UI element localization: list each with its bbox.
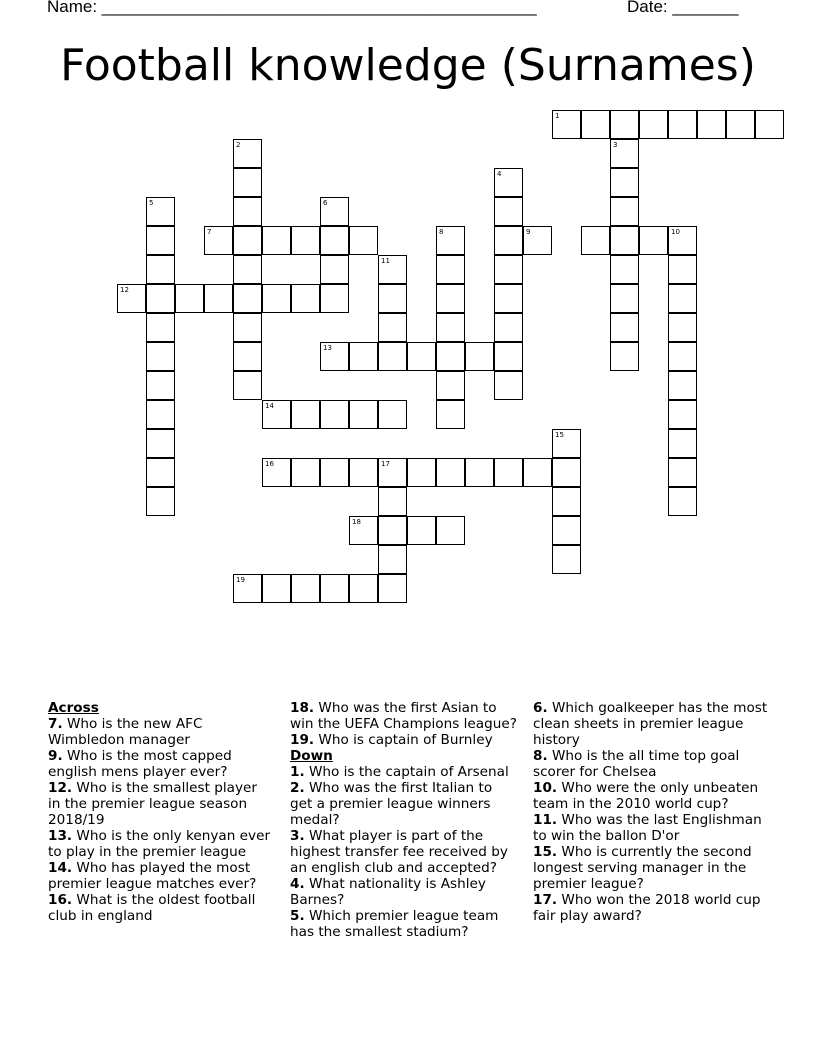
grid-cell[interactable] (552, 487, 581, 516)
grid-cell[interactable] (146, 429, 175, 458)
clue-column-2 (290, 700, 518, 940)
grid-cell[interactable] (146, 342, 175, 371)
grid-cell[interactable] (610, 226, 639, 255)
grid-cell[interactable] (146, 371, 175, 400)
grid-cell[interactable] (378, 458, 407, 487)
clue-text: What player is part of the highest transfer fee received by an english club and accepted? (290, 828, 508, 876)
grid-cell[interactable] (494, 168, 523, 197)
grid-cell[interactable] (436, 371, 465, 400)
grid-cell[interactable] (552, 545, 581, 574)
clue-text: Who were the only unbeaten team in the 2010 world cup? (533, 780, 759, 812)
grid-cell[interactable] (291, 574, 320, 603)
grid-cell[interactable] (233, 255, 262, 284)
grid-cell[interactable] (291, 284, 320, 313)
clue-number: 7 (207, 228, 212, 236)
grid-cell[interactable] (378, 284, 407, 313)
grid-cell[interactable] (349, 574, 378, 603)
grid-cell[interactable] (204, 226, 233, 255)
clue-number: 19 (236, 576, 245, 584)
grid-cell[interactable] (465, 342, 494, 371)
name-field-label[interactable]: Name: ______________________________________________ (47, 0, 537, 16)
clue-number: 15 (555, 431, 564, 439)
clue-number-label: 12. (48, 780, 73, 796)
grid-cell[interactable] (610, 197, 639, 226)
clue-item (48, 892, 273, 924)
clue-number-label: 9. (48, 748, 63, 764)
clue-item (533, 892, 773, 924)
clue-number: 6 (323, 199, 328, 207)
grid-cell[interactable] (494, 255, 523, 284)
clue-number: 10 (671, 228, 680, 236)
clue-item (48, 748, 273, 780)
clue-text: What is the oldest football club in england (48, 892, 256, 924)
clue-number: 12 (120, 286, 129, 294)
clue-number-label: 4. (290, 876, 305, 892)
grid-cell[interactable] (262, 574, 291, 603)
grid-cell[interactable] (552, 516, 581, 545)
clue-number-label: 11. (533, 812, 558, 828)
clue-text: Who has played the most premier league matches ever? (48, 860, 257, 892)
grid-cell[interactable] (233, 342, 262, 371)
grid-cell[interactable] (378, 255, 407, 284)
grid-cell[interactable] (668, 284, 697, 313)
grid-cell[interactable] (436, 342, 465, 371)
clue-text: Who won the 2018 world cup fair play award? (533, 892, 761, 924)
grid-cell[interactable] (668, 400, 697, 429)
grid-cell[interactable] (494, 197, 523, 226)
across-heading: Across (48, 700, 99, 716)
clue-number: 14 (265, 402, 274, 410)
clue-text: Who is captain of Burnley (314, 732, 493, 748)
grid-cell[interactable] (639, 226, 668, 255)
grid-cell[interactable] (320, 197, 349, 226)
grid-cell[interactable] (668, 226, 697, 255)
clue-number-label: 10. (533, 780, 558, 796)
grid-cell[interactable] (523, 226, 552, 255)
grid-cell[interactable] (436, 284, 465, 313)
grid-cell[interactable] (349, 516, 378, 545)
grid-cell[interactable] (668, 110, 697, 139)
clue-number: 16 (265, 460, 274, 468)
grid-cell[interactable] (668, 255, 697, 284)
grid-cell[interactable] (320, 574, 349, 603)
clue-item (290, 828, 518, 876)
grid-cell[interactable] (146, 255, 175, 284)
grid-cell[interactable] (610, 255, 639, 284)
grid-cell[interactable] (117, 284, 146, 313)
clue-number: 17 (381, 460, 390, 468)
grid-cell[interactable] (146, 487, 175, 516)
grid-cell[interactable] (668, 371, 697, 400)
grid-cell[interactable] (262, 400, 291, 429)
clue-text: Who is the only kenyan ever to play in the premier league (48, 828, 271, 860)
clue-number-label: 6. (533, 700, 548, 716)
grid-cell[interactable] (262, 284, 291, 313)
grid-cell[interactable] (262, 458, 291, 487)
grid-cell[interactable] (146, 197, 175, 226)
clue-number-label: 8. (533, 748, 548, 764)
clue-text: Who is currently the second longest serving manager in the premier league? (533, 844, 752, 892)
grid-cell[interactable] (668, 487, 697, 516)
grid-cell[interactable] (146, 400, 175, 429)
clue-item (290, 908, 518, 940)
clue-number: 13 (323, 344, 332, 352)
grid-cell[interactable] (552, 110, 581, 139)
grid-cell[interactable] (523, 458, 552, 487)
grid-cell[interactable] (610, 139, 639, 168)
clue-number-label: 2. (290, 780, 305, 796)
grid-cell[interactable] (436, 255, 465, 284)
grid-cell[interactable] (349, 400, 378, 429)
grid-cell[interactable] (755, 110, 784, 139)
grid-cell[interactable] (668, 313, 697, 342)
clue-item (48, 828, 273, 860)
clue-number-label: 18. (290, 700, 315, 716)
grid-cell[interactable] (320, 458, 349, 487)
clue-item (533, 844, 773, 892)
clue-number-label: 14. (48, 860, 73, 876)
grid-cell[interactable] (610, 168, 639, 197)
grid-cell[interactable] (610, 110, 639, 139)
clue-text: Who was the first Italian to get a premier league winners medal? (290, 780, 493, 828)
grid-cell[interactable] (552, 458, 581, 487)
grid-cell[interactable] (465, 458, 494, 487)
grid-cell[interactable] (146, 226, 175, 255)
grid-cell[interactable] (233, 226, 262, 255)
grid-cell[interactable] (436, 313, 465, 342)
grid-cell[interactable] (407, 458, 436, 487)
grid-cell[interactable] (349, 342, 378, 371)
clue-item (533, 748, 773, 780)
grid-cell[interactable] (494, 313, 523, 342)
grid-cell[interactable] (494, 458, 523, 487)
clue-text: Which goalkeeper has the most clean sheets in premier league history (533, 700, 768, 748)
clue-number-label: 13. (48, 828, 73, 844)
grid-cell[interactable] (697, 110, 726, 139)
clue-item (290, 764, 518, 780)
grid-cell[interactable] (233, 197, 262, 226)
clue-number: 2 (236, 141, 241, 149)
clue-text: Which premier league team has the smallest stadium? (290, 908, 499, 940)
clue-number: 1 (555, 112, 560, 120)
clue-number-label: 17. (533, 892, 558, 908)
clue-text: Who was the last Englishman to win the ballon D'or (533, 812, 762, 844)
grid-cell[interactable] (233, 371, 262, 400)
clue-text: Who is the captain of Arsenal (304, 764, 509, 780)
clue-number-label: 1. (290, 764, 305, 780)
grid-cell[interactable] (146, 284, 175, 313)
grid-cell[interactable] (610, 284, 639, 313)
clue-text: Who was the first Asian to win the UEFA Champions league? (290, 700, 517, 732)
grid-cell[interactable] (320, 400, 349, 429)
grid-cell[interactable] (668, 458, 697, 487)
clue-number: 4 (497, 170, 502, 178)
grid-cell[interactable] (233, 313, 262, 342)
grid-cell[interactable] (233, 574, 262, 603)
grid-cell[interactable] (436, 400, 465, 429)
grid-cell[interactable] (175, 284, 204, 313)
grid-cell[interactable] (320, 255, 349, 284)
clue-text: What nationality is Ashley Barnes? (290, 876, 486, 908)
clue-item (290, 732, 518, 748)
grid-cell[interactable] (204, 284, 233, 313)
grid-cell[interactable] (378, 342, 407, 371)
grid-cell[interactable] (262, 226, 291, 255)
clue-number-label: 16. (48, 892, 73, 908)
grid-cell[interactable] (494, 342, 523, 371)
grid-cell[interactable] (436, 458, 465, 487)
down-heading: Down (290, 748, 333, 764)
clue-item (290, 780, 518, 828)
grid-cell[interactable] (581, 226, 610, 255)
grid-cell[interactable] (552, 429, 581, 458)
clue-text: Who is the most capped english mens player ever? (48, 748, 232, 780)
grid-cell[interactable] (378, 574, 407, 603)
grid-cell[interactable] (233, 284, 262, 313)
grid-cell[interactable] (494, 284, 523, 313)
clue-number: 3 (613, 141, 618, 149)
clue-number: 11 (381, 257, 390, 265)
clue-number-label: 7. (48, 716, 63, 732)
clue-item (533, 700, 773, 748)
grid-cell[interactable] (349, 226, 378, 255)
grid-cell[interactable] (378, 487, 407, 516)
grid-cell[interactable] (436, 516, 465, 545)
clue-number: 9 (526, 228, 531, 236)
clue-text: Who is the all time top goal scorer for Chelsea (533, 748, 740, 780)
clue-number: 18 (352, 518, 361, 526)
grid-cell[interactable] (233, 139, 262, 168)
clue-number-label: 3. (290, 828, 305, 844)
clue-number-label: 19. (290, 732, 315, 748)
clue-item (48, 780, 273, 828)
clue-number-label: 15. (533, 844, 558, 860)
date-field-label[interactable]: Date: _______ (627, 0, 739, 16)
grid-cell[interactable] (320, 284, 349, 313)
grid-cell[interactable] (639, 110, 668, 139)
clue-text: Who is the new AFC Wimbledon manager (48, 716, 203, 748)
grid-cell[interactable] (494, 371, 523, 400)
grid-cell[interactable] (320, 226, 349, 255)
grid-cell[interactable] (436, 226, 465, 255)
grid-cell[interactable] (291, 226, 320, 255)
grid-cell[interactable] (378, 400, 407, 429)
page-title: Football knowledge (Surnames) (60, 40, 756, 91)
clue-column-3 (533, 700, 773, 924)
clue-item (290, 876, 518, 908)
grid-cell[interactable] (668, 429, 697, 458)
grid-cell[interactable] (320, 342, 349, 371)
clue-item (290, 700, 518, 732)
clue-item (533, 780, 773, 812)
grid-cell[interactable] (610, 342, 639, 371)
grid-cell[interactable] (378, 545, 407, 574)
clue-item (48, 860, 273, 892)
grid-cell[interactable] (407, 342, 436, 371)
clue-item (533, 812, 773, 844)
clue-number: 5 (149, 199, 154, 207)
grid-cell[interactable] (494, 226, 523, 255)
grid-cell[interactable] (668, 342, 697, 371)
clue-number: 8 (439, 228, 444, 236)
grid-cell[interactable] (610, 313, 639, 342)
grid-cell[interactable] (146, 313, 175, 342)
grid-cell[interactable] (349, 458, 378, 487)
clue-text: Who is the smallest player in the premier league season 2018/19 (48, 780, 257, 828)
grid-cell[interactable] (378, 313, 407, 342)
grid-cell[interactable] (233, 168, 262, 197)
grid-cell[interactable] (378, 516, 407, 545)
grid-cell[interactable] (291, 458, 320, 487)
clue-column-1 (48, 700, 273, 924)
grid-cell[interactable] (581, 110, 610, 139)
grid-cell[interactable] (146, 458, 175, 487)
clue-number-label: 5. (290, 908, 305, 924)
grid-cell[interactable] (291, 400, 320, 429)
clue-item (48, 716, 273, 748)
grid-cell[interactable] (407, 516, 436, 545)
grid-cell[interactable] (726, 110, 755, 139)
